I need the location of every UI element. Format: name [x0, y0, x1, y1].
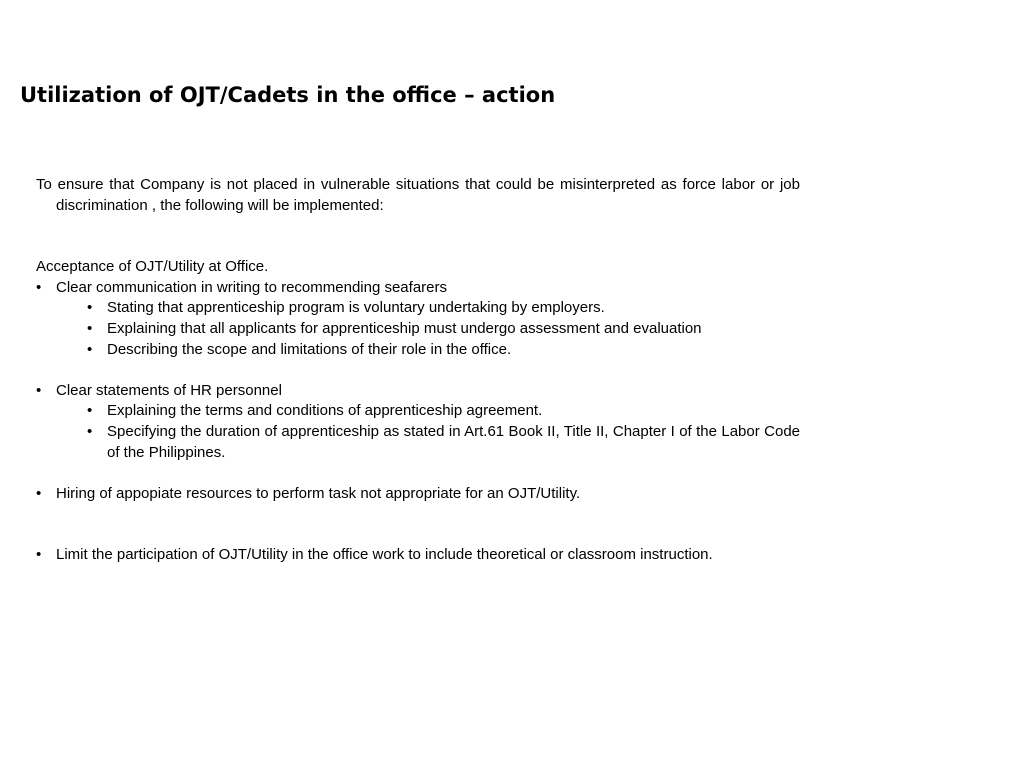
- slide-body: [36, 175, 800, 566]
- slide-title: Utilization of OJT/Cadets in the office – action: [20, 83, 556, 107]
- bullet-limit-participation: [36, 545, 800, 566]
- sub-bullet-terms: [36, 401, 800, 422]
- bullet-marker: •: [36, 381, 42, 399]
- bullet-marker: •: [87, 340, 93, 358]
- bullet-marker: •: [87, 422, 93, 440]
- bullet-marker: •: [36, 484, 42, 502]
- sub-bullet-text: Explaining the terms and conditions of apprenticeship agreement.: [107, 402, 543, 420]
- sub-bullet-text: Explaining that all applicants for apprenticeship must undergo assessment and evaluation: [107, 319, 702, 337]
- bullet-hr-statements: [36, 381, 800, 402]
- bullet-marker: •: [87, 319, 93, 337]
- bullet-text: Clear communication in writing to recommending seafarers: [56, 278, 447, 296]
- bullet-marker: •: [36, 546, 42, 564]
- bullet-hiring: [36, 484, 800, 505]
- bullet-marker: •: [87, 402, 93, 420]
- sub-bullet-text: Describing the scope and limitations of their role in the office.: [107, 340, 512, 358]
- bullet-text: Hiring of appopiate resources to perform task not appropriate for an OJT/Utility.: [56, 484, 581, 502]
- bullet-marker: •: [87, 299, 93, 317]
- bullet-text: Limit the participation of OJT/Utility in the office work to include theoretical or classroom instruction.: [56, 546, 713, 564]
- sub-bullet-voluntary: [36, 298, 800, 319]
- sub-bullet-text: Stating that apprenticeship program is voluntary undertaking by employers.: [107, 299, 605, 317]
- bullet-text: Clear statements of HR personnel: [56, 381, 282, 399]
- sub-bullet-duration: [36, 422, 800, 463]
- bullet-clear-communication: [36, 278, 800, 299]
- intro-paragraph: To ensure that Company is not placed in vulnerable situations that could be misinterpreted as force labor or job discrimination , the following will be implemented:: [36, 176, 800, 214]
- sub-bullet-scope: [36, 340, 800, 361]
- sub-bullet-text: Specifying the duration of apprenticeship as stated in Art.61 Book II, Title II, Chapter I of the Labor Code of the Philippines.: [107, 422, 800, 461]
- bullet-marker: •: [36, 278, 42, 296]
- sub-bullet-assessment: [36, 319, 800, 340]
- section-heading: Acceptance of OJT/Utility at Office.: [36, 258, 269, 276]
